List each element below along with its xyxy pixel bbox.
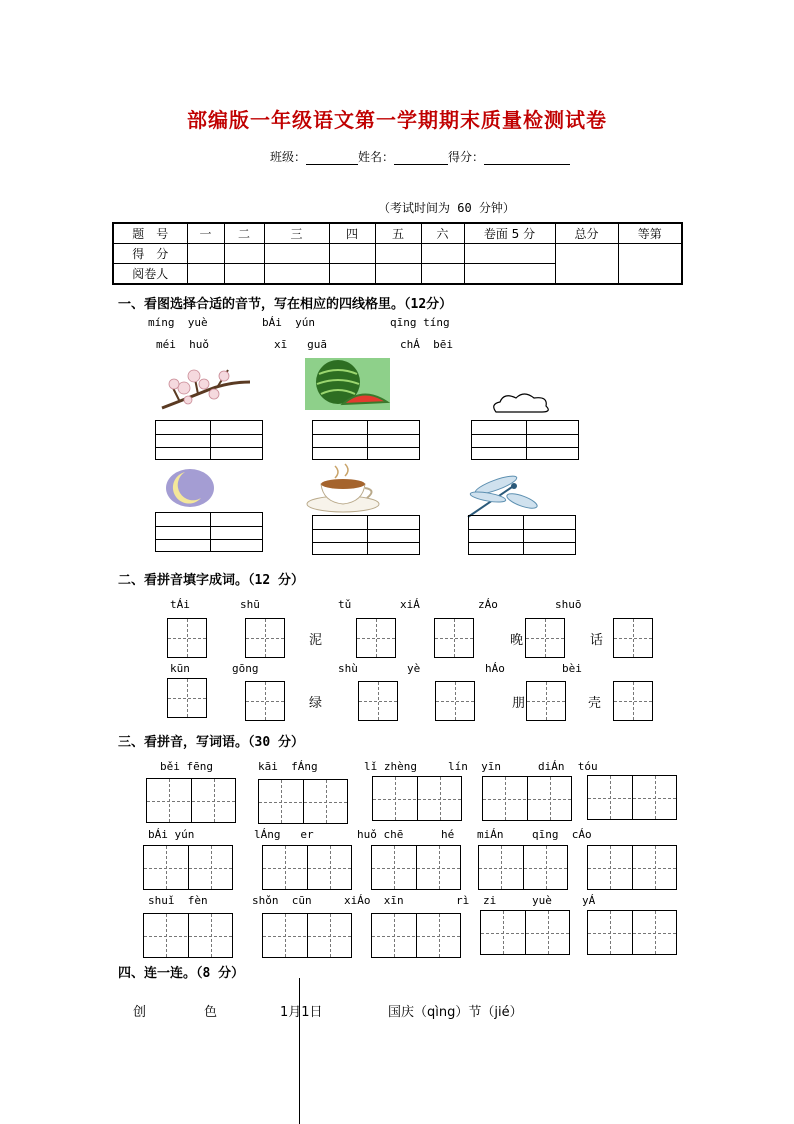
match-item[interactable]: 国庆（qìng）节（jié） — [388, 1005, 523, 1020]
pinyin: miÁn — [477, 828, 504, 841]
pinyin: shū — [240, 598, 260, 611]
grader-cell[interactable] — [264, 264, 329, 285]
score-table — [112, 222, 683, 285]
pinyin: bÁi yún — [148, 828, 195, 841]
word-box[interactable] — [587, 775, 677, 820]
page-title: 部编版一年级语文第一学期期末质量检测试卷 — [187, 108, 607, 132]
dragonfly-picture — [460, 475, 538, 519]
score-cell[interactable] — [329, 244, 375, 264]
section1-heading: 一、看图选择合适的音节，写在相应的四线格里。（12分） — [118, 297, 453, 312]
score-cell[interactable] — [375, 244, 421, 264]
given-char: 朋 — [512, 696, 526, 711]
pinyin: lÁng er — [254, 828, 314, 841]
four-line-grid[interactable] — [155, 420, 263, 460]
divider-line — [299, 978, 300, 1124]
col-header: 总分 — [555, 223, 618, 244]
tianzige-box[interactable] — [613, 681, 653, 721]
score-cell[interactable] — [464, 244, 555, 264]
tianzige-box[interactable] — [613, 618, 653, 658]
word-box[interactable] — [371, 913, 461, 958]
col-header: 一 — [187, 223, 224, 244]
word-box[interactable] — [372, 776, 462, 821]
four-line-grid[interactable] — [468, 515, 576, 555]
pinyin: yÁ — [582, 894, 596, 907]
col-header: 等第 — [618, 223, 682, 244]
plum-blossom-picture — [158, 364, 254, 412]
tea-cup-picture — [305, 462, 381, 514]
four-line-grid[interactable] — [155, 512, 263, 552]
total-cell[interactable] — [555, 244, 618, 285]
row-header: 阅卷人 — [113, 264, 187, 285]
pinyin-option: qīng tíng — [390, 316, 450, 329]
pinyin: zÁo — [478, 598, 498, 611]
word-box[interactable] — [262, 845, 352, 890]
score-cell[interactable] — [421, 244, 464, 264]
pinyin: xiÁ — [400, 598, 420, 611]
tianzige-box[interactable] — [356, 618, 396, 658]
tianzige-box[interactable] — [525, 618, 565, 658]
pinyin: shuō — [555, 598, 582, 611]
word-box[interactable] — [143, 845, 233, 890]
tianzige-box[interactable] — [435, 681, 475, 721]
class-label: 班级： — [270, 150, 307, 164]
grader-cell[interactable] — [187, 264, 224, 285]
tianzige-box[interactable] — [434, 618, 474, 658]
pinyin: běi fēng — [160, 760, 213, 773]
pinyin: kūn — [170, 662, 190, 675]
score-label: 得分： — [448, 150, 485, 164]
grader-cell[interactable] — [421, 264, 464, 285]
section3-heading: 三、看拼音，写词语。（30 分） — [118, 735, 304, 750]
word-box[interactable] — [371, 845, 461, 890]
pinyin-option: chÁ bēi — [400, 338, 453, 351]
score-cell[interactable] — [224, 244, 264, 264]
exam-time-note: （考试时间为 60 分钟） — [378, 201, 515, 215]
given-char: 晚 — [510, 633, 524, 648]
tianzige-box[interactable] — [167, 678, 207, 718]
match-item[interactable]: 创 — [133, 1005, 147, 1020]
four-line-grid[interactable] — [471, 420, 579, 460]
section4-heading: 四、连一连。（8 分） — [118, 966, 245, 981]
col-header: 六 — [421, 223, 464, 244]
pinyin: yuè — [532, 894, 552, 907]
four-line-grid[interactable] — [312, 420, 420, 460]
col-header: 四 — [329, 223, 375, 244]
pinyin: tÁi — [170, 598, 190, 611]
grader-cell[interactable] — [224, 264, 264, 285]
word-box[interactable] — [143, 913, 233, 958]
given-char: 话 — [590, 633, 604, 648]
pinyin: gōng — [232, 662, 259, 675]
grader-cell[interactable] — [375, 264, 421, 285]
class-blank[interactable] — [306, 152, 358, 165]
word-box[interactable] — [587, 910, 677, 955]
col-header: 二 — [224, 223, 264, 244]
section2-heading: 二、看拼音填字成词。（12 分） — [118, 573, 304, 588]
pinyin: hÁo — [485, 662, 505, 675]
word-box[interactable] — [258, 779, 348, 824]
col-header: 卷面 5 分 — [464, 223, 555, 244]
pinyin-option: méi huǒ — [156, 338, 209, 351]
tianzige-box[interactable] — [167, 618, 207, 658]
word-box[interactable] — [146, 778, 236, 823]
grader-cell[interactable] — [464, 264, 555, 285]
score-cell[interactable] — [264, 244, 329, 264]
word-box[interactable] — [587, 845, 677, 890]
score-blank[interactable] — [484, 152, 570, 165]
tianzige-box[interactable] — [526, 681, 566, 721]
grade-cell[interactable] — [618, 244, 682, 285]
pinyin: yè — [407, 662, 421, 675]
watermelon-picture — [305, 358, 390, 410]
given-char: 绿 — [309, 696, 323, 711]
pinyin: shuǐ fèn — [148, 894, 208, 907]
pinyin: xiÁo xīn — [344, 894, 404, 907]
pinyin: huǒ chē — [357, 828, 404, 841]
pinyin: kāi fÁng — [258, 760, 318, 773]
tianzige-box[interactable] — [358, 681, 398, 721]
pinyin: bèi — [562, 662, 582, 675]
pinyin-option: bÁi yún — [262, 316, 315, 329]
pinyin-option: míng yuè — [148, 316, 208, 329]
name-blank[interactable] — [394, 152, 448, 165]
given-char: 壳 — [588, 696, 602, 711]
col-header: 三 — [264, 223, 329, 244]
student-info — [270, 148, 570, 165]
pinyin: shù — [338, 662, 358, 675]
pinyin: shǒn cūn — [252, 894, 312, 907]
pinyin: hé — [441, 828, 455, 841]
pinyin: rì — [456, 894, 470, 907]
cloud-picture — [490, 390, 554, 416]
match-item[interactable]: 1月1日 — [280, 1005, 323, 1020]
word-box[interactable] — [480, 910, 570, 955]
word-box[interactable] — [482, 776, 572, 821]
score-cell[interactable] — [187, 244, 224, 264]
col-header: 五 — [375, 223, 421, 244]
pinyin: lín yīn — [448, 760, 501, 773]
name-label: 姓名： — [358, 150, 395, 164]
tianzige-box[interactable] — [245, 618, 285, 658]
pinyin: zi — [483, 894, 497, 907]
four-line-grid[interactable] — [312, 515, 420, 555]
match-item[interactable]: 色 — [204, 1005, 218, 1020]
pinyin: lǐ zhèng — [364, 760, 417, 773]
tianzige-box[interactable] — [245, 681, 285, 721]
row-header: 题 号 — [113, 223, 187, 244]
pinyin-option: xī guā — [274, 338, 327, 351]
word-box[interactable] — [478, 845, 568, 890]
pinyin: diÁn tóu — [538, 760, 598, 773]
pinyin: qīng cÁo — [532, 828, 592, 841]
moon-picture — [165, 468, 215, 508]
grader-cell[interactable] — [329, 264, 375, 285]
given-char: 泥 — [309, 633, 323, 648]
pinyin: tǔ — [338, 598, 352, 611]
row-header: 得 分 — [113, 244, 187, 264]
word-box[interactable] — [262, 913, 352, 958]
